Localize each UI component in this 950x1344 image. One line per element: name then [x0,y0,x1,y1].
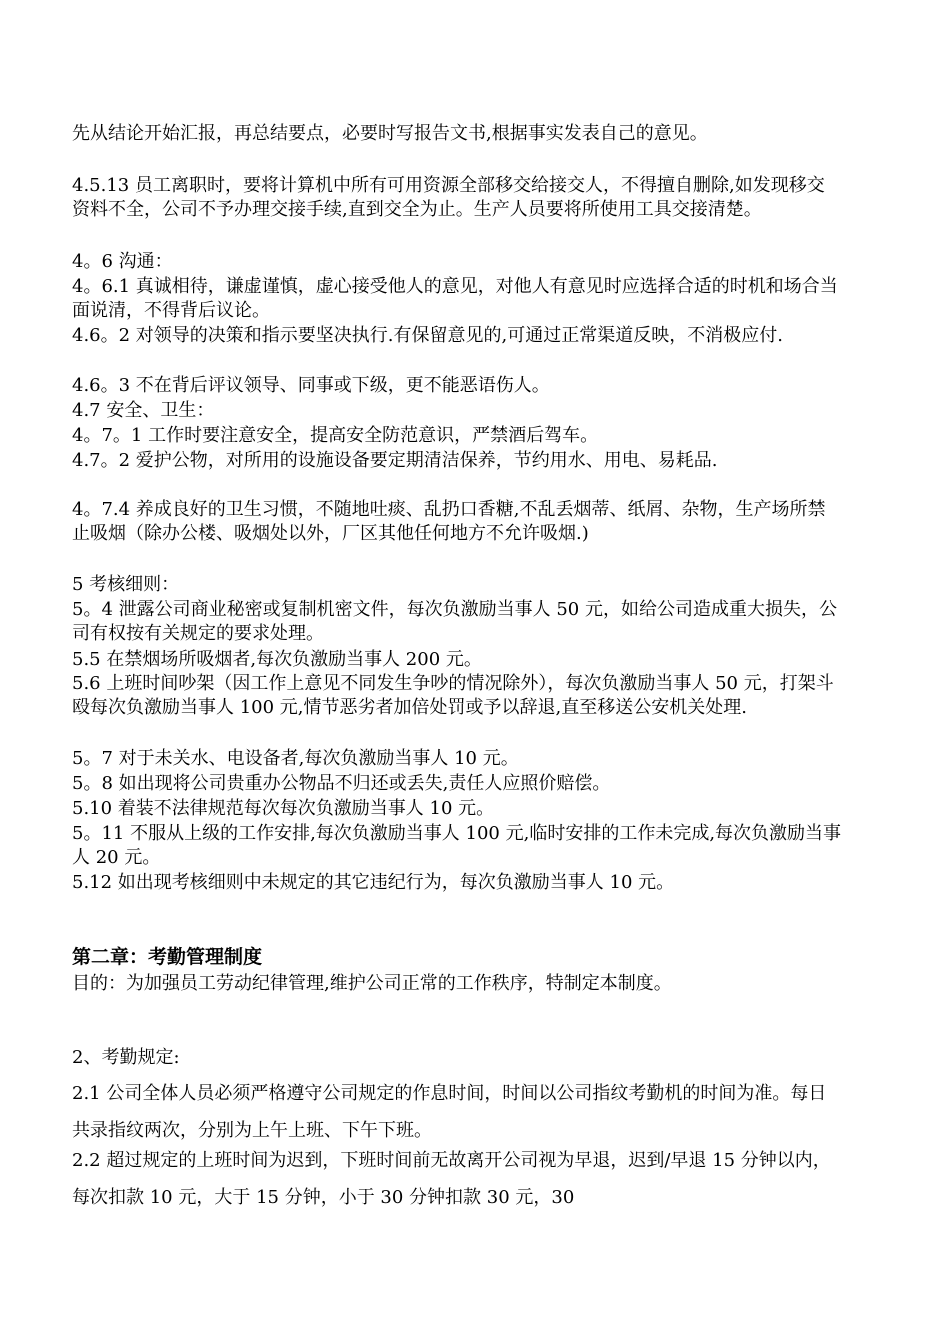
section-heading: 2、考勤规定: [72,1047,180,1068]
paragraph: 5。8 如出现将公司贵重办公物品不归还或丢失,责任人应照价赔偿。 [72,773,611,794]
paragraph: 4.7。2 爱护公物，对所用的设施设备要定期清洁保养，节约用水、用电、易耗品. [72,450,718,471]
paragraph: 2.1 公司全体人员必须严格遵守公司规定的作息时间，时间以公司指纹考勤机的时间为准。每日共录指纹两次，分别为上午上班、下午下班。 [72,1083,827,1141]
paragraph: 4。6.1 真诚相待，谦虚谨慎，虚心接受他人的意见，对他人有意见时应选择合适的时机和场合当面说清，不得背后议论。 [72,276,838,321]
paragraph: 4。7。1 工作时要注意安全，提高安全防范意识，严禁酒后驾车。 [72,425,599,446]
chapter-title: 第二章：考勤管理制度 [72,946,263,968]
paragraph: 4.6。3 不在背后评议领导、同事或下级，更不能恶语伤人。 [72,375,550,396]
paragraph: 5。4 泄露公司商业秘密或复制机密文件，每次负激励当事人 50 元，如给公司造成重大损失，公司有权按有关规定的要求处理。 [72,599,837,644]
paragraph: 先从结论开始汇报，再总结要点，必要时写报告文书,根据事实发表自己的意见。 [72,123,708,144]
paragraph: 4.6。2 对领导的决策和指示要坚决执行.有保留意见的,可通过正常渠道反映，不消极应付. [72,325,783,346]
paragraph: 5.5 在禁烟场所吸烟者,每次负激励当事人 200 元。 [72,649,482,670]
paragraph: 4。7.4 养成良好的卫生习惯，不随地吐痰、乱扔口香糖,不乱丢烟蒂、纸屑、杂物，生产场所禁止吸烟（除办公楼、吸烟处以外，厂区其他任何地方不允许吸烟.) [72,499,826,544]
paragraph: 5.6 上班时间吵架（因工作上意见不同发生争吵的情况除外），每次负激励当事人 50 元，打架斗殴每次负激励当事人 100 元,情节恶劣者加倍处罚或予以辞退,直至移送公安机关处理. [72,673,834,718]
paragraph: 2.2 超过规定的上班时间为迟到，下班时间前无故离开公司视为早退，迟到/早退 15 分钟以内，每次扣款 10 元，大于 15 分钟，小于 30 分钟扣款 30 元，30 [72,1150,831,1208]
paragraph: 5。7 对于未关水、电设备者,每次负激励当事人 10 元。 [72,748,519,769]
paragraph: 4.5.13 员工离职时，要将计算机中所有可用资源全部移交给接交人，不得擅自删除,如发现移交资料不全，公司不予办理交接手续,直到交全为止。生产人员要将所使用工具交接清楚。 [72,175,825,220]
paragraph: 5。11 不服从上级的工作安排,每次负激励当事人 100 元,临时安排的工作未完成,每次负激励当事人 20 元。 [72,823,842,868]
paragraph: 4。6 沟通： [72,251,173,272]
paragraph: 目的：为加强员工劳动纪律管理,维护公司正常的工作秩序，特制定本制度。 [72,973,672,994]
paragraph: 5.12 如出现考核细则中未规定的其它违纪行为，每次负激励当事人 10 元。 [72,872,675,893]
section-heading: 4.7 安全、卫生： [72,400,215,421]
paragraph: 5.10 着装不法律规范每次每次负激励当事人 10 元。 [72,798,495,819]
section-heading: 5 考核细则： [72,574,180,595]
